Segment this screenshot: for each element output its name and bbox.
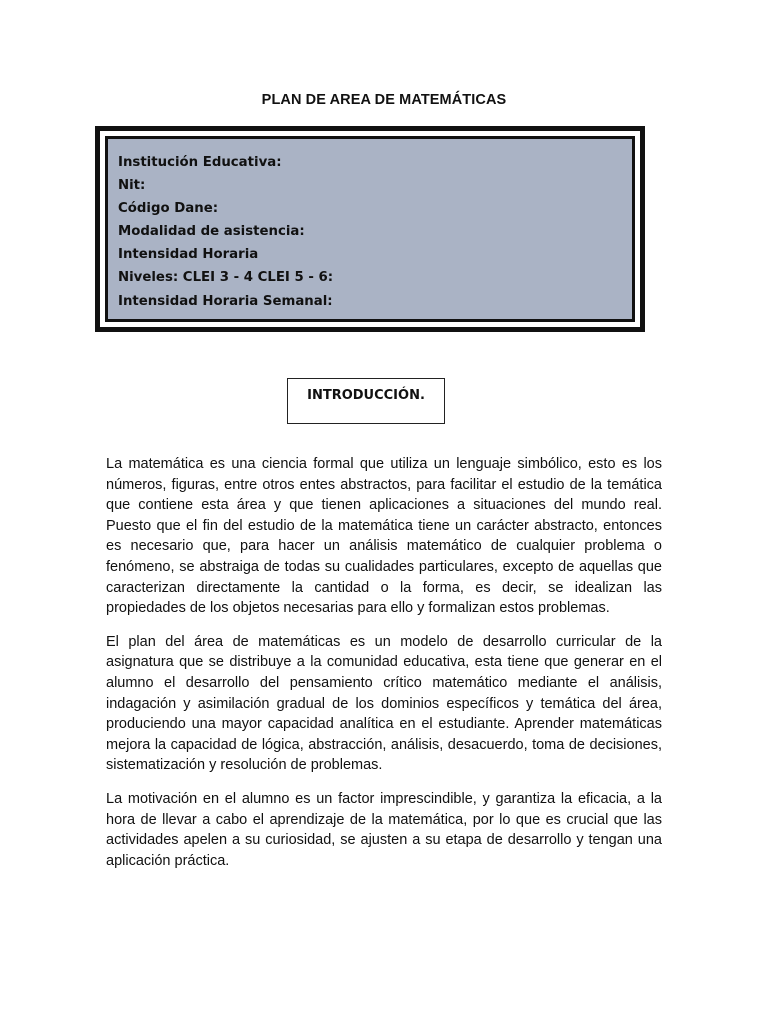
paragraph: El plan del área de matemáticas es un modelo de desarrollo curricular de la asignatura que se distribuye a la comunidad educativa, esta tiene que generar en el alumno el desarrollo del pensamiento crítico matemático mediante el análisis, indagación y asimilación gradual de los dominios específicos y temática del área, produciendo una mayor capacidad analítica en el estudiante. Aprender matemáticas mejora la capacidad de lógica, abstracción, análisis, desacuerdo, toma de decisiones, sistematización y resolución de problemas. bbox=[106, 633, 662, 774]
info-line-weekly-hours: Intensidad Horaria Semanal: bbox=[118, 293, 333, 309]
info-line-levels: Niveles: CLEI 3 - 4 CLEI 5 - 6: bbox=[118, 270, 334, 286]
info-line-institution: Institución Educativa: bbox=[118, 155, 282, 170]
paragraph: La matemática es una ciencia formal que utiliza un lenguaje simbólico, esto es los números, figuras, entre otros entes abstractos, para facilitar el estudio de la temática que contiene esta área y que tienen aplicaciones a situaciones del mundo real. Puesto que el fin del estudio de la matemática tiene un carácter abstracto, entonces es necesario que, para hacer un análisis matemático de cualquier problema o fenómeno, se abstraiga de todas su cualidades particulares, excepto de aquellas que caracterizan directamente la cantidad o la forma, es decir, se idealizan las propiedades de los objetos necesarias para ello y formalizan estos problemas. bbox=[106, 456, 662, 617]
institution-info-frame bbox=[95, 126, 645, 332]
institution-info-box bbox=[105, 136, 635, 322]
introduction-body bbox=[106, 454, 662, 884]
info-line-hourly-intensity: Intensidad Horaria bbox=[118, 247, 259, 263]
section-heading-introduction: INTRODUCCIÓN. bbox=[287, 378, 445, 424]
paragraph: La motivación en el alumno es un factor imprescindible, y garantiza la eficacia, a la hora de llevar a cabo el aprendizaje de la matemática, por lo que es crucial que las actividades apelen a su curiosidad, se ajusten a su etapa de desarrollo y tengan una aplicación práctica. bbox=[106, 790, 662, 869]
info-line-nit: Nit: bbox=[118, 178, 146, 194]
info-line-dane-code: Código Dane: bbox=[118, 201, 219, 217]
info-line-attendance-mode: Modalidad de asistencia: bbox=[118, 224, 305, 240]
page-title: PLAN DE AREA DE MATEMÁTICAS bbox=[261, 92, 507, 108]
